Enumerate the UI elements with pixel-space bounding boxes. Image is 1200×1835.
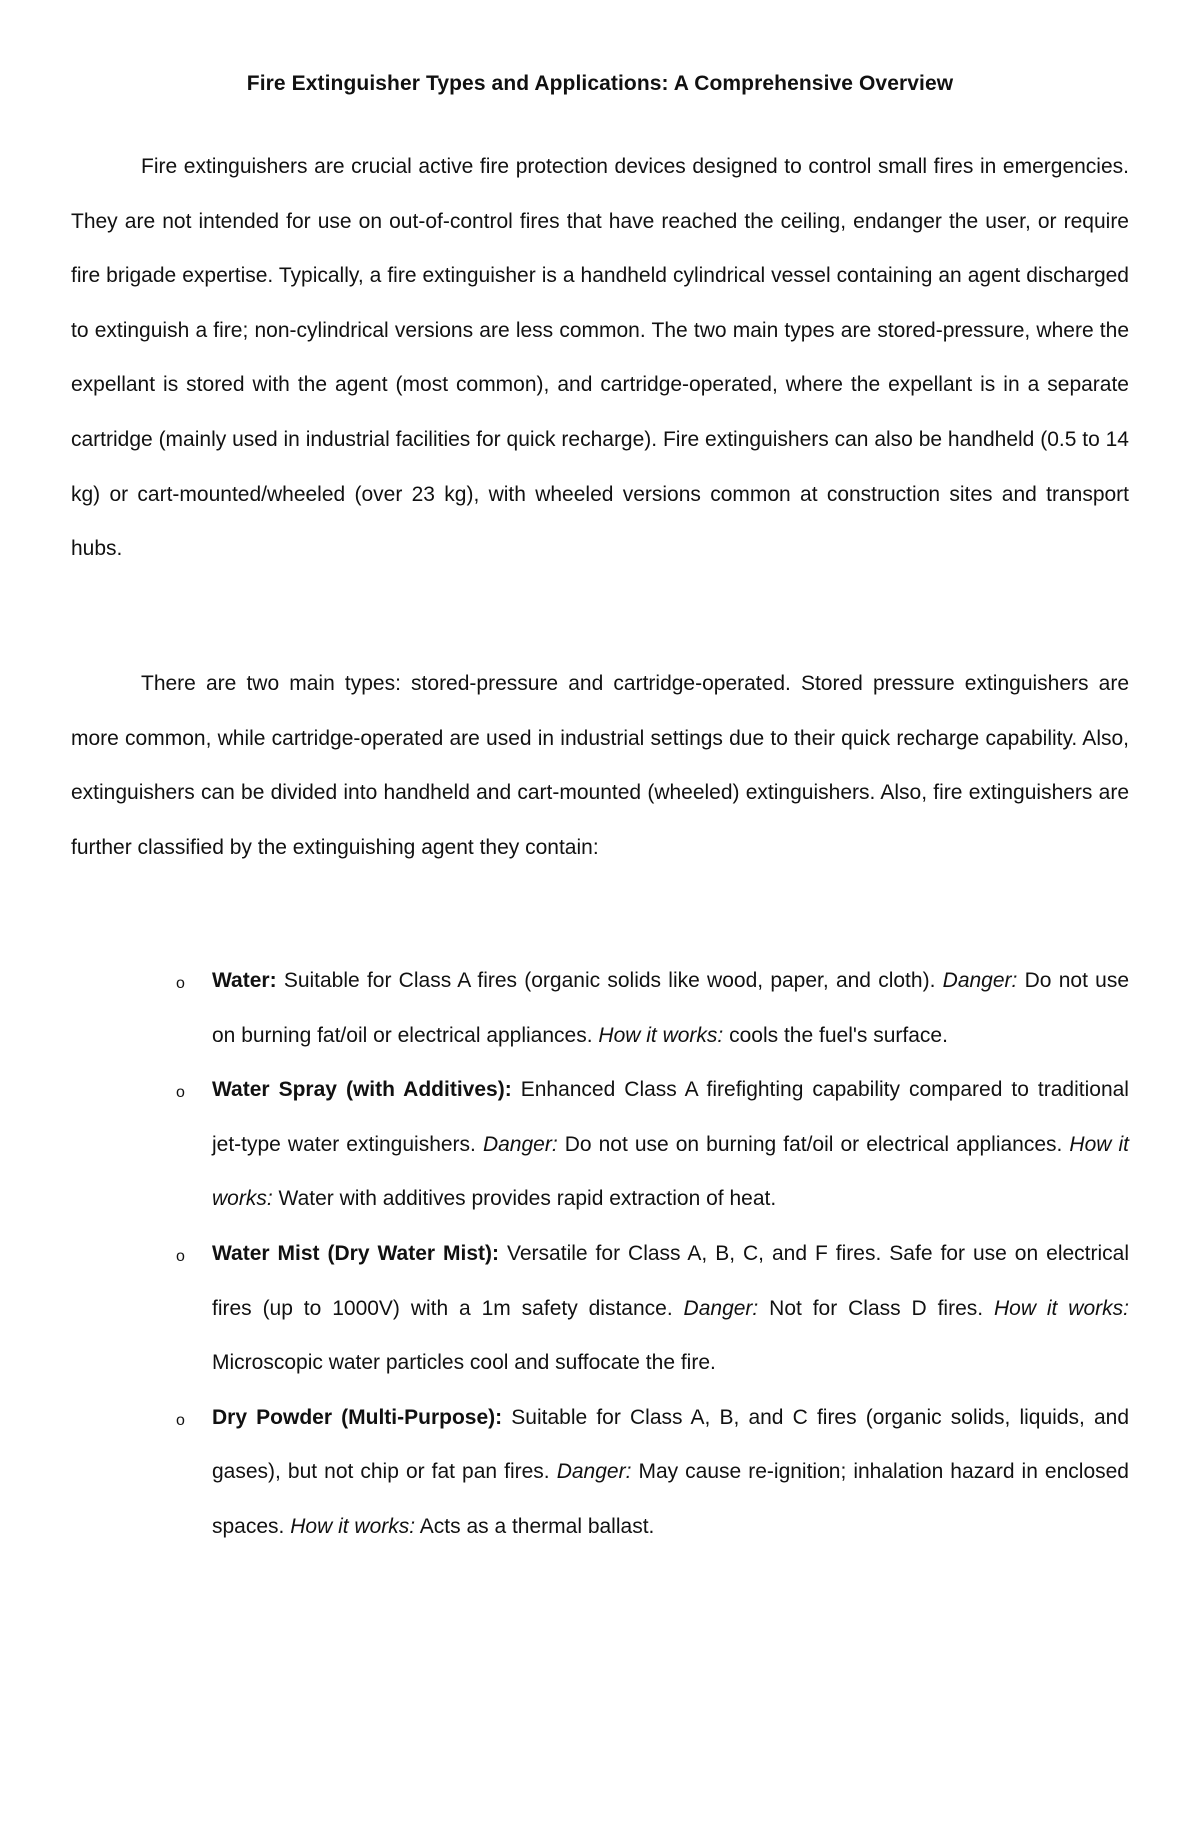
danger-label: Danger: xyxy=(942,969,1018,992)
danger-label: Danger: xyxy=(482,1132,558,1156)
bullet-icon: o xyxy=(176,1411,185,1429)
how-it-works-text: cools the fuel's surface. xyxy=(729,1023,948,1047)
bullet-icon: o xyxy=(176,975,185,992)
item-term: Water Mist (Dry Water Mist): xyxy=(212,1241,500,1265)
intro-paragraph: Fire extinguishers are crucial active fire protection devices designed to control small fires in emergencies. They are not intended for use on out-of-control fires that have reached the ceiling, endanger the user, or require fire brigade expertise. Typically, a fire extinguisher is a handheld cylindrical vessel containing an agent discharged to extinguish a fire; non-cylindrical versions are less common. The two main types are stored-pressure, where the expellant is stored with the agent (most common), and cartridge-operated, where the expellant is in a separate cartridge (mainly used in industrial facilities for quick recharge). Fire extinguishers can also be handheld (0.5 to 14 kg) or cart-mounted/wheeled (over 23 kg), with wheeled versions common at construction sites and transport hubs. xyxy=(71,155,1129,561)
item-term: Dry Powder (Multi-Purpose): xyxy=(212,1405,503,1429)
list-item-water-mist xyxy=(176,1227,1129,1391)
types-paragraph: There are two main types: stored-pressure and cartridge-operated. Stored pressure extinguishers are more common, while cartridge-operated are used in industrial settings due to their quick recharge capability. Also, extinguishers can be divided into handheld and cart-mounted (wheeled) extinguishers. Also, fire extinguishers are further classified by the extinguishing agent they contain: xyxy=(71,672,1129,859)
item-description: Suitable for Class A, B, and C fires (organic solids, liquids, and gases), but not chip or fat pan fires. xyxy=(212,1405,1129,1484)
how-it-works-text: Microscopic water particles cool and suffocate the fire. xyxy=(212,1351,716,1375)
item-term: Water: xyxy=(212,969,277,992)
danger-text: May cause re-ignition; inhalation hazard in enclosed spaces. xyxy=(212,1460,1129,1538)
item-description: Suitable for Class A fires (organic solids like wood, paper, and cloth). xyxy=(283,969,936,992)
how-it-works-label: How it works: xyxy=(290,1514,416,1538)
how-it-works-label: How it works: xyxy=(598,1023,724,1047)
bullet-icon: o xyxy=(176,1084,185,1102)
danger-label: Danger: xyxy=(683,1296,759,1320)
danger-text: Do not use on burning fat/oil or electrical appliances. xyxy=(212,969,1129,1047)
danger-text: Do not use on burning fat/oil or electrical appliances. xyxy=(564,1132,1063,1156)
list-item-water xyxy=(176,954,1129,1063)
bullet-icon: o xyxy=(176,1247,185,1265)
item-description: Enhanced Class A firefighting capability compared to traditional jet-type water extinguishers. xyxy=(212,1078,1129,1156)
extinguisher-type-list xyxy=(0,954,1200,1555)
how-it-works-text: Water with additives provides rapid extraction of heat. xyxy=(278,1187,777,1211)
how-it-works-label: How it works: xyxy=(212,1132,1129,1211)
list-item-dry-powder xyxy=(176,1391,1129,1555)
item-term: Water Spray (with Additives): xyxy=(212,1078,512,1102)
item-description: Versatile for Class A, B, C, and F fires. Safe for use on electrical fires (up to 1000V) with a 1m safety distance. xyxy=(212,1241,1129,1320)
danger-label: Danger: xyxy=(556,1460,632,1484)
document-title: Fire Extinguisher Types and Applications: A Comprehensive Overview xyxy=(246,72,954,95)
danger-text: Not for Class D fires. xyxy=(769,1296,984,1320)
how-it-works-text: Acts as a thermal ballast. xyxy=(419,1514,655,1538)
list-item-water-spray xyxy=(176,1063,1129,1227)
how-it-works-label: How it works: xyxy=(993,1296,1129,1320)
